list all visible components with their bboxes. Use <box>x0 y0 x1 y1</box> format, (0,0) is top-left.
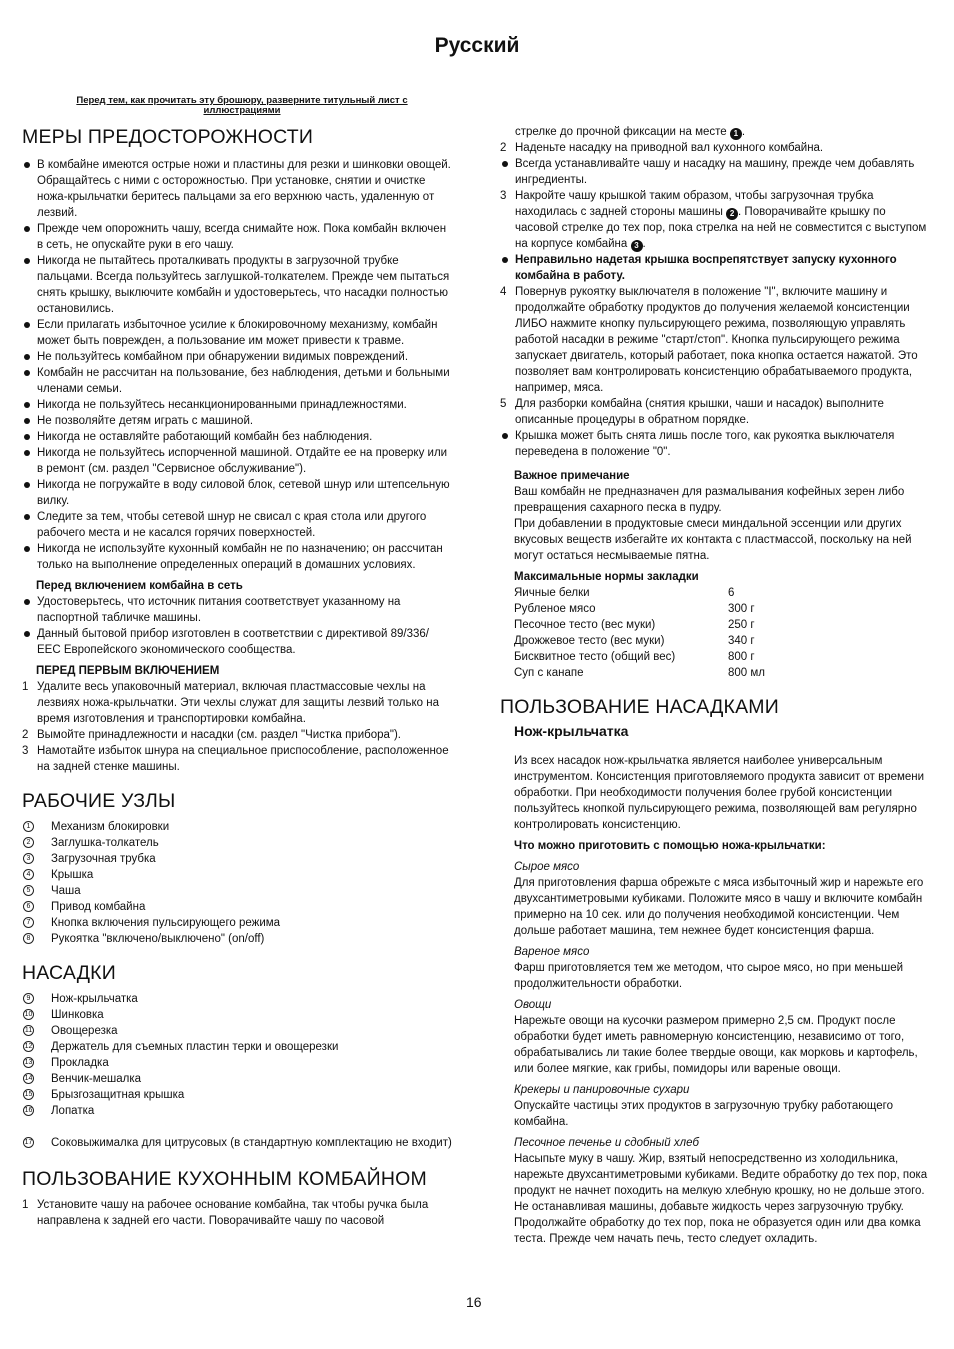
right-column <box>500 124 932 1247</box>
bullet-icon <box>24 631 30 637</box>
bullet-icon <box>24 434 30 440</box>
safety-heading: МЕРЫ ПРЕДОСТОРОЖНОСТИ <box>22 126 314 148</box>
number-icon: 1 <box>23 821 34 832</box>
number-icon: 7 <box>23 917 34 928</box>
number-icon: 14 <box>24 1075 33 1082</box>
step-item: 5 Для разборки комбайна (снятия крышки, чаши и насадок) выполните описанные процедуры в обратном порядке. <box>500 398 884 426</box>
list-item: Никогда не пользуйтесь несанкционированными принадлежностями. <box>22 397 452 413</box>
step-item: 1 Удалите весь упаковочный материал, включая пластмассовые чехлы на лезвиях ножа-крыльчатки. Эти чехлы служат для защиты лезвий только на время изготовления и транспортировки комбайна. <box>22 681 439 725</box>
bullet-icon <box>24 226 30 232</box>
attachments-heading: НАСАДКИ <box>22 962 116 984</box>
step-item: 2 Наденьте насадку на приводной вал кухонного комбайна. <box>500 142 824 154</box>
page-number: 16 <box>466 1294 482 1310</box>
number-icon: 13 <box>24 1059 33 1066</box>
important-text: При добавлении в продуктовые смеси миндальной эссенции или других вкусовых веществ избегайте их контакта с пластмассой, поскольку на ней могут остаться несмываемые пятна. <box>514 518 912 562</box>
table-row: Яичные белки 6 <box>514 587 735 599</box>
list-item: 1 Механизм блокировки <box>22 819 452 835</box>
norms-table <box>514 585 765 681</box>
list-item: 17 Соковыжималка для цитрусовых (в стандартную комплектацию не входит) <box>24 1137 452 1149</box>
number-icon: 17 <box>24 1139 33 1146</box>
list-item: 6 Привод комбайна <box>22 899 452 915</box>
attach-use-heading: ПОЛЬЗОВАНИЕ НАСАДКАМИ <box>500 696 779 718</box>
list-item: 13 Прокладка <box>24 1057 109 1069</box>
step-item: 2 Вымойте принадлежности и насадки (см. раздел "Чистка прибора"). <box>22 729 401 741</box>
list-item: Не позволяйте детям играть с машиной. <box>22 413 452 429</box>
list-item: 7 Кнопка включения пульсирующего режима <box>22 915 452 931</box>
bullet-icon <box>24 354 30 360</box>
bullet-icon <box>24 514 30 520</box>
parts-list <box>22 819 452 947</box>
list-item: 15 Брызгозащитная крышка <box>24 1089 185 1101</box>
list-item: 8 Рукоятка "включено/выключено" (on/off) <box>22 931 452 947</box>
list-item: Если прилагать избыточное усилие к блокировочному механизму, комбайн может быть поврежден, а пользование им может привести к травме. <box>22 317 452 349</box>
number-icon: 5 <box>23 885 34 896</box>
list-item: 3 Загрузочная трубка <box>22 851 452 867</box>
list-item: Никогда не пытайтесь проталкивать продукты в загрузочной трубке пальцами. Всегда пользуйтесь заглушкой-толкателем. Прежде чем пытаться снять крышку, выключите комбайн и удостоверьтесь, что насадки полностью остановились. <box>22 253 452 317</box>
bullet-icon <box>24 546 30 552</box>
number-icon: 16 <box>24 1107 33 1114</box>
list-item: Всегда устанавливайте чашу и насадку на машину, прежде чем добавлять ингредиенты. <box>500 156 932 188</box>
table-row: Дрожжевое тесто (вес муки) 340 г <box>514 635 755 647</box>
recipe-text: Опускайте частицы этих продуктов в загрузочную трубку работающего комбайна. <box>514 1100 893 1128</box>
important-text: Ваш комбайн не предназначен для размалывания кофейных зерен либо превращения сахарного песка в пудру. <box>514 486 905 514</box>
recipe-text: Фарш приготовляется тем же методом, что сырое мясо, но при меньшей продолжительности обработки. <box>514 962 904 990</box>
figure-ref-icon: 1 <box>730 128 742 140</box>
recipe-title: Сырое мясо <box>514 861 580 873</box>
number-icon: 8 <box>23 933 34 944</box>
intro-text: Из всех насадок нож-крыльчатка является наиболее универсальным инструментом. Консистенция приготовляемого продукта зависит от времени обработки. При необходимости получения более грубой консистенции пользуйтесь кнопкой пульсирующего режима, позволяющей вам регулярно контролировать консистенцию. <box>514 755 925 831</box>
table-row: Песочное тесто (вес муки) 250 г <box>514 619 755 631</box>
step-item: 3 Накройте чашу крышкой таким образом, чтобы загрузочная трубка находилась с задней стороны машины 2 . Поворачивайте крышку по часовой стрелке до тех пор, пока стрелка на ней не совместится с выступом на корпусе комбайна 3 . <box>500 190 927 250</box>
list-item: 11 Овощерезка <box>24 1025 118 1037</box>
left-column <box>22 96 452 1229</box>
bullet-icon <box>502 257 508 263</box>
knife-subheading: Нож-крыльчатка <box>514 723 629 739</box>
list-item: Следите за тем, чтобы сетевой шнур не свисал с края стола или другого рабочего места и не касался горячих поверхностей. <box>22 509 452 541</box>
list-item: 4 Крышка <box>22 867 452 883</box>
step-item: 4 Повернув рукоятку выключателя в положение "I", включите машину и продолжайте обработку продуктов до получения желаемой консистенции ЛИБО нажмите кнопку пульсирующего режима, позволяющую управлять работой насадки в режиме "старт/стоп". Кнопка пульсирующего режима запускает двигатель, который работает, пока кнопка остается нажатой. Это позволяет вам контролировать консистенцию обрабатываемого продукта, например, мяса. <box>500 286 918 394</box>
important-heading: Важное примечание <box>514 470 630 482</box>
norms-heading: Максимальные нормы закладки <box>514 571 699 583</box>
bullet-icon <box>24 258 30 264</box>
list-item: 2 Заглушка-толкатель <box>22 835 452 851</box>
recipe-text: Нарежьте овощи на кусочки размером примерно 2,5 см. Продукт после обработки будет иметь равномерную консистенцию, независимо от того, обрабатывались ли такие более твердые овощи, как морковь и картофель, или более мягкие, как грибы, помидоры или вареные овощи. <box>514 1015 918 1075</box>
table-row: Рубленое мясо 300 г <box>514 603 755 615</box>
intro-note: Перед тем, как прочитать эту брошюру, разверните титульный лист с иллюстрациями <box>76 95 408 116</box>
bullet-icon <box>24 322 30 328</box>
recipe-text: Насыпьте муку в чашу. Жир, взятый непосредственно из холодильника, нарежьте двухсантиметровыми кубиками. Ведите обработку до тех пор, пока продукт не начнет походить на мелкую хлебную крошку, но не дольше этого. Не останавливая машины, добавьте жидкость через загрузочную трубку. Продолжайте обработку до тех пор, пока не образуется один или два комка теста. Прежде чем начать печь, тесто следует охладить. <box>514 1153 928 1245</box>
number-icon: 3 <box>23 853 34 864</box>
number-icon: 9 <box>23 993 34 1004</box>
bullet-icon <box>24 402 30 408</box>
list-item: Прежде чем опорожнить чашу, всегда снимайте нож. Пока комбайн включен в сеть, не опускайте руки в его чашу. <box>22 221 452 253</box>
list-item: 10 Шинковка <box>24 1009 104 1021</box>
number-icon: 6 <box>23 901 34 912</box>
step-item: 3 Намотайте избыток шнура на специальное приспособление, расположенное на задней стенке машины. <box>22 745 449 773</box>
bullet-icon <box>502 433 508 439</box>
list-item: В комбайне имеются острые ножи и пластины для резки и шинковки овощей. Обращайтесь с ними с осторожностью. При установке, снятии и очистке ножа-крыльчатки беритесь пальцами за его верхнюю часть, удаленную от лезвий. <box>22 157 452 221</box>
parts-heading: РАБОЧИЕ УЗЛЫ <box>22 790 176 812</box>
list-item: Никогда не погружайте в воду силовой блок, сетевой шнур или штепсельную вилку. <box>22 477 452 509</box>
list-item: Никогда не оставляйте работающий комбайн без наблюдения. <box>22 429 452 445</box>
figure-ref-icon: 2 <box>726 208 738 220</box>
number-icon: 11 <box>24 1027 33 1034</box>
list-item: Удостоверьтесь, что источник питания соответствует указанному на паспортной табличке машины. <box>22 594 452 626</box>
number-icon: 2 <box>23 837 34 848</box>
list-item: Неправильно надетая крышка воспрепятствует запуску кухонного комбайна в работу. <box>500 252 932 284</box>
bullet-icon <box>24 482 30 488</box>
usage-heading: ПОЛЬЗОВАНИЕ КУХОННЫМ КОМБАЙНОМ <box>22 1168 427 1190</box>
list-item: 9 Нож-крыльчатка <box>22 991 452 1007</box>
safety-bullets <box>22 157 452 573</box>
bullet-icon <box>24 370 30 376</box>
step-item-continued: стрелке до прочной фиксации на месте 1 . <box>515 126 746 138</box>
bullet-icon <box>24 599 30 605</box>
number-icon: 15 <box>24 1091 33 1098</box>
table-row: Суп с канапе 800 мл <box>514 667 765 679</box>
bullet-icon <box>24 450 30 456</box>
list-item: Данный бытовой прибор изготовлен в соответствии с директивой 89/336/ЕЕС Европейского экономического сообщества. <box>22 626 452 658</box>
before-on-heading: Перед включением комбайна в сеть <box>36 580 243 592</box>
list-item: Никогда не пользуйтесь испорченной машиной. Отдайте ее на проверку или в ремонт (см. раздел "Сервисное обслуживание"). <box>22 445 452 477</box>
recipe-title: Овощи <box>514 999 552 1011</box>
list-item: 5 Чаша <box>22 883 452 899</box>
list-item: Не пользуйтесь комбайном при обнаружении видимых повреждений. <box>22 349 452 365</box>
number-icon: 12 <box>24 1043 33 1050</box>
attachments-list <box>22 991 452 1151</box>
recipe-title: Вареное мясо <box>514 946 590 958</box>
figure-ref-icon: 3 <box>631 240 643 252</box>
step-item: 1 Установите чашу на рабочее основание комбайна, так чтобы ручка была направлена к задней его части. Поворачивайте чашу по часовой <box>22 1199 429 1227</box>
list-item: 14 Венчик-мешалка <box>24 1073 142 1085</box>
list-item: 16 Лопатка <box>24 1105 95 1117</box>
number-icon: 4 <box>23 869 34 880</box>
list-item: Крышка может быть снята лишь после того, как рукоятка выключателя переведена в положение "0". <box>500 428 932 460</box>
recipe-title: Песочное печенье и сдобный хлеб <box>514 1137 699 1149</box>
bullet-icon <box>24 418 30 424</box>
table-row: Бисквитное тесто (общий вес) 800 г <box>514 651 755 663</box>
list-item: Комбайн не рассчитан на пользование, без наблюдения, детьми и больными членами семьи. <box>22 365 452 397</box>
first-use-heading: ПЕРЕД ПЕРВЫМ ВКЛЮЧЕНИЕМ <box>36 665 220 677</box>
number-icon: 10 <box>24 1011 33 1018</box>
list-item: Никогда не используйте кухонный комбайн не по назначению; он рассчитан только на выполнение определенных операций в домашних условиях. <box>22 541 452 573</box>
what-heading: Что можно приготовить с помощью ножа-крыльчатки: <box>514 840 826 852</box>
page-title: Русский <box>434 34 520 57</box>
recipe-text: Для приготовления фарша обрежьте с мяса избыточный жир и нарежьте его двухсантиметровыми кубиками. Положите мясо в чашу и включите комбайн примерно на 10 сек. или до получения необходимой консистенции. Чем дольше работает машина, тем нежнее будет консистенция фарша. <box>514 877 924 937</box>
list-item: 12 Держатель для съемных пластин терки и овощерезки <box>24 1041 339 1053</box>
recipe-title: Крекеры и панировочные сухари <box>514 1084 690 1096</box>
bullet-icon <box>502 161 508 167</box>
bullet-icon <box>24 162 30 168</box>
